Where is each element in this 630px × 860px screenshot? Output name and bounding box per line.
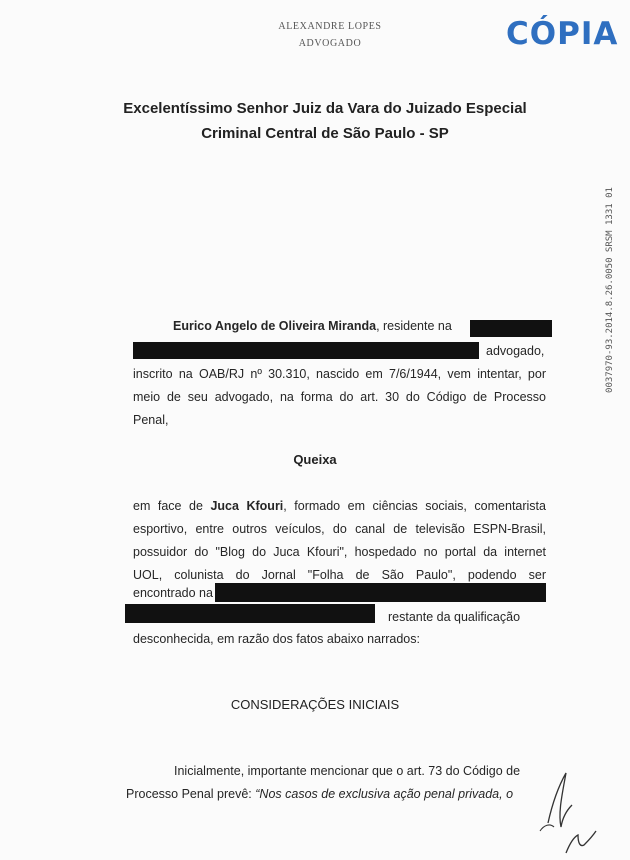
plaintiff-line-5: Penal,: [133, 413, 169, 427]
queixa-heading: [0, 452, 630, 467]
redaction-block: [470, 320, 552, 337]
defendant-line-6: restante da qualificação: [388, 610, 521, 624]
initial-line-1: Inicialmente, importante mencionar que o art. 73 do Código de: [174, 764, 521, 778]
defendant-line-3: possuidor do "Blog do Juca Kfouri", hospedado no portal da internet: [133, 545, 546, 559]
defendant-line-5: encontrado na: [133, 586, 213, 600]
initial-quote: “Nos casos de exclusiva ação penal privada, o: [255, 787, 514, 801]
defendant-prefix: em face de: [133, 499, 211, 513]
document-title: [100, 96, 550, 146]
plaintiff-line-3: inscrito na OAB/RJ nº 30.310, nascido em 7/6/1944, vem intentar, por: [133, 367, 546, 381]
title-line-2: Criminal Central de São Paulo - SP: [201, 125, 449, 142]
defendant-line-7: desconhecida, em razão dos fatos abaixo narrados:: [133, 632, 420, 646]
defendant-line-2: esportivo, entre outros veículos, do canal de televisão ESPN-Brasil,: [133, 522, 546, 536]
plaintiff-line-4: meio de seu advogado, na forma do art. 30 do Código de Processo: [133, 390, 546, 404]
defendant-line-4: UOL, colunista do Jornal "Folha de São Paulo", podendo ser: [133, 568, 546, 582]
handwritten-initials: [528, 765, 618, 855]
letterhead-name: ALEXANDRE LOPES: [278, 21, 382, 32]
plaintiff-line-2: advogado,: [486, 344, 545, 358]
letterhead: [235, 18, 425, 52]
redaction-block: [215, 583, 546, 602]
side-protocol-stamp: [600, 187, 620, 393]
plaintiff-name: Eurico Angelo de Oliveira Miranda: [173, 319, 377, 333]
letterhead-role: ADVOGADO: [298, 38, 362, 49]
defendant-line-1: [133, 498, 546, 514]
initial-line-2: [126, 786, 513, 802]
plaintiff-residence-label: , residente na: [376, 319, 452, 333]
redaction-block: [133, 342, 479, 359]
queixa-heading-text: Queixa: [293, 452, 337, 467]
defendant-line-1-rest: , formado em ciências sociais, comentarista: [283, 499, 546, 513]
copy-stamp: CÓPIA: [506, 16, 619, 52]
plaintiff-line-1: [173, 318, 452, 334]
defendant-name: Juca Kfouri: [210, 499, 284, 513]
title-line-1: Excelentíssimo Senhor Juiz da Vara do Juizado Especial: [123, 100, 527, 117]
section-heading: CONSIDERAÇÕES INICIAIS: [230, 697, 400, 712]
redaction-block: [125, 604, 375, 623]
side-protocol-text: 0037970-93.2014.8.26.0050 SRSM 1331 01: [605, 187, 615, 393]
initial-line-2-plain: Processo Penal prevê:: [126, 787, 256, 801]
